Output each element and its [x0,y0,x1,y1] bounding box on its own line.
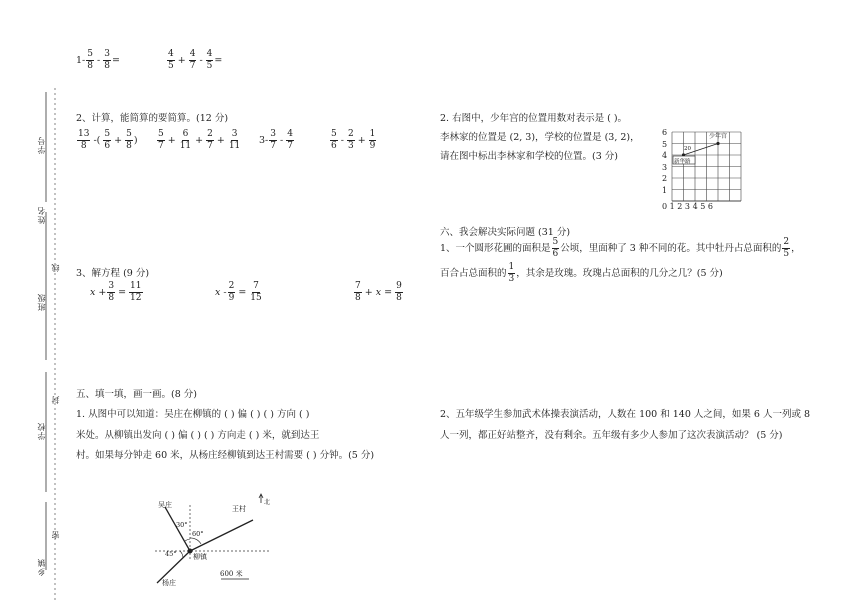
section-6-title: 六、我会解决实际问题 (31 分) [440,227,571,238]
equations-title: 3、解方程 (9 分) [76,268,150,279]
map-angle-60: 60° [192,530,204,538]
top-expression-1: 1- $\frac{5}{8}$ - $\frac{3}{8}$ = [76,49,120,71]
map-line-wuzhuang [165,507,190,551]
coordinate-grid [658,126,758,212]
equation-2: x - $\frac{2}{9}$ = $\frac{7}{15}$ [215,281,262,303]
map-angle-45: 45° [165,550,177,558]
problem-2-line-1: 2、五年级学生参加武术体操表演活动，人数在 100 和 140 人之间，如果 6 人一列或 8 [440,409,811,420]
grid-label-youth-palace: 少年宫 [709,133,728,140]
map-wangcun-label: 王村 [232,505,246,513]
grid-question-line-2: 李林家的位置是 (2, 3)，学校的位置是 (3, 2)， [440,132,640,143]
calc-expression-4: $\frac{5}{6}$ - $\frac{2}{3}$ + $\frac{1}{9}$ [331,129,376,151]
grid-question-line-3: 请在图中标出李林家和学校的位置。(3 分) [440,151,618,162]
fill-title: 五、填一填，画一画。(8 分) [76,389,197,400]
calc-expression-1: $\frac{13}{8}$ -( $\frac{5}{6}$ + $\frac{5}{8}$ ) [78,129,138,151]
top-expression-2: $\frac{4}{5}$ + $\frac{4}{7}$ - $\frac{4}{5}$ = [168,49,223,71]
fill-line-3: 村。如果每分钟走 60 米，从杨庄经柳镇到达王村需要 ( ) 分钟。(5 分) [76,450,375,461]
grid-label-street: 新华路 [674,159,691,165]
map-angle-30: 30° [176,521,188,529]
map-north-label: 北 [264,499,271,506]
school-label: 学校 [37,422,46,440]
equation-3: $\frac{7}{8}$ + x = $\frac{9}{8}$ [355,281,402,303]
seal-char-line: 线 [51,263,60,272]
problem-2-line-2: 人一列，都正好站整齐，没有剩余。五年级有多少人参加了这次表演活动？ (5 分) [440,430,783,441]
student-id-label: 学号 [37,136,46,154]
township-label: 乡镇 [37,558,46,576]
calc-expression-2: $\frac{5}{7}$ + $\frac{6}{11}$ + $\frac{2}{7}$ + $\frac{3}{11}$ [158,129,241,151]
name-label: 姓名 [37,206,46,224]
grid-question-line-1: 2. 右图中，少年宫的位置用数对表示是 ( )。 [440,113,628,124]
map-center-point [188,549,193,554]
fill-line-2: 米处。从柳镇出发向 ( ) 偏 ( ) ( ) 方向走 ( ) 米，就到达王 [76,430,320,441]
calc-title: 2、计算，能简算的要简算。(12 分) [76,113,229,124]
map-liuzhen-label: 柳镇 [193,553,207,561]
map-yangzhuang-label: 杨庄 [162,579,176,587]
binding-margin [0,0,70,607]
grid-label-20: 20 [684,146,691,152]
equation-1: x + $\frac{3}{8}$ = $\frac{11}{12}$ [90,281,142,303]
fill-line-1: 1. 从图中可以知道：吴庄在柳镇的 ( ) 偏 ( ) ( ) 方向 ( ) [76,409,310,420]
map-scale-label: 600 米 [220,570,243,578]
class-label: 班级 [37,293,46,311]
problem-1-line-2: 百合占总面积的 $\frac{1}{3}$ ，其余是玫瑰。玫瑰占总面积的几分之几？(5 分) [440,262,723,284]
grid-y-tick-labels: 6 5 4 3 2 1 [662,128,668,195]
map-wuzhuang-label: 吴庄 [158,501,172,509]
seal-char-secret: 密 [51,530,60,539]
binding-lines [0,0,70,607]
grid-x-tick-labels: 0 1 2 3 4 5 6 [662,202,713,211]
calc-expression-3: 3- $\frac{3}{7}$ - $\frac{4}{7}$ [259,129,293,151]
problem-1-line-1: 1、一个圆形花圃的面积是 $\frac{5}{6}$ 公顷，里面种了 3 种不同的花。其中牡丹占总面积的 $\frac{2}{5}$ ， [440,237,801,259]
seal-char-seal: 封 [51,395,60,404]
